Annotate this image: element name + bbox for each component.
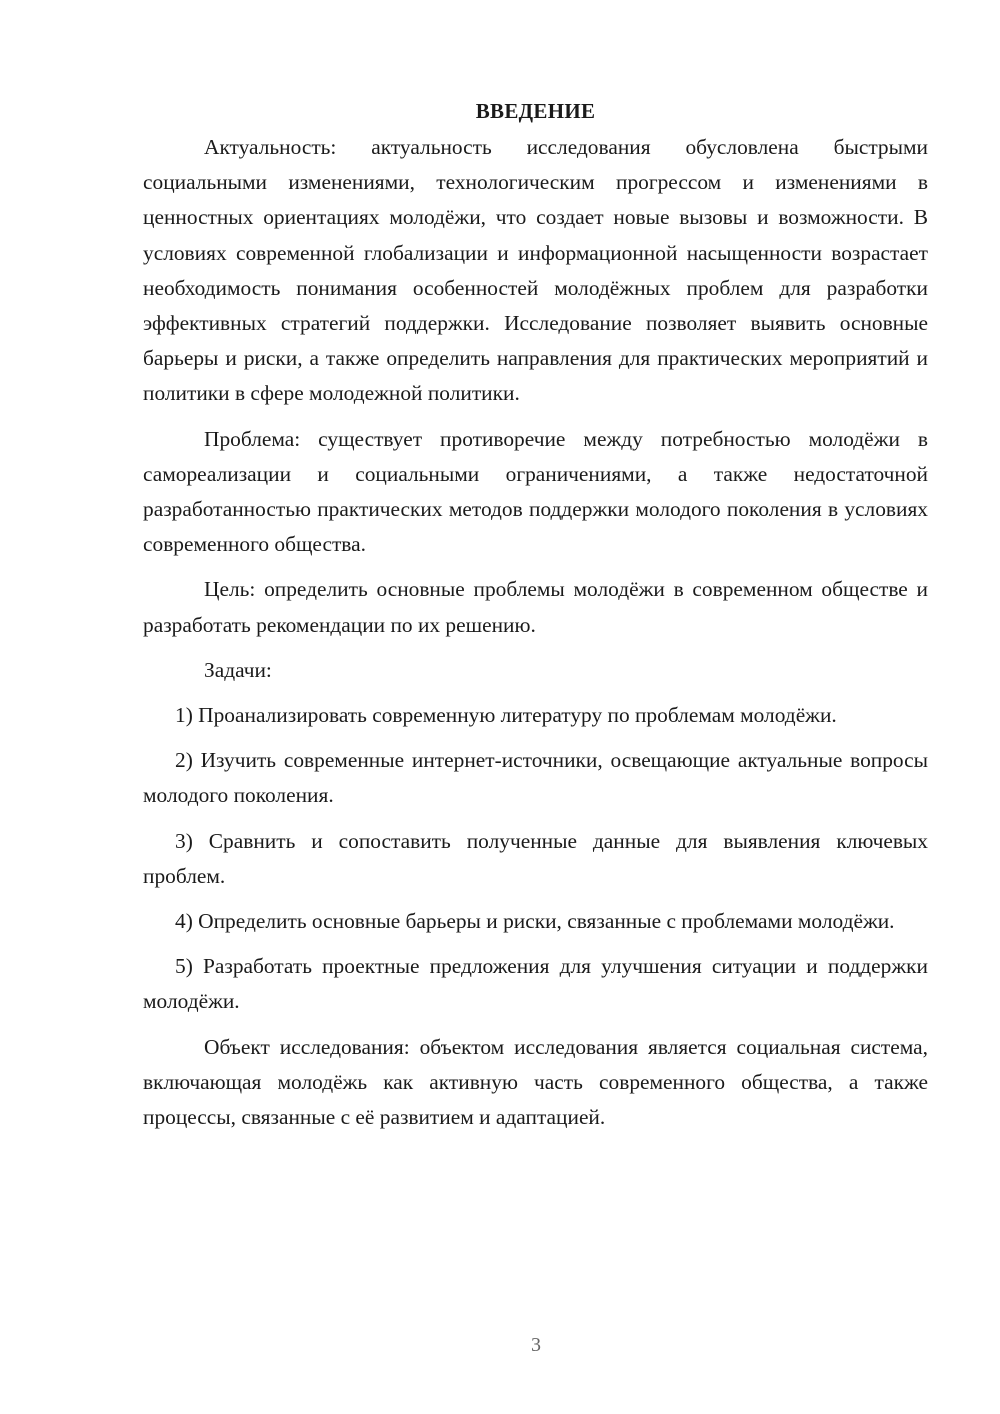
task-item-1: 1) Проанализировать современную литературу по проблемам молодёжи.: [175, 703, 837, 728]
paragraph-goal: Цель: определить основные проблемы молодёжи в современном обществе и разработать рекомендации по их решению.: [143, 577, 928, 637]
page-content: [143, 96, 928, 1135]
task-item-4: 4) Определить основные барьеры и риски, связанные с проблемами молодёжи.: [175, 909, 895, 934]
tasks-heading: Задачи:: [204, 657, 272, 682]
section-title: ВВЕДЕНИЕ: [475, 99, 596, 123]
task-item-2: 2) Изучить современные интернет-источники, освещающие актуальные вопросы молодого поколения.: [143, 748, 928, 808]
task-item-3: 3) Сравнить и сопоставить полученные данные для выявления ключевых проблем.: [143, 828, 928, 888]
paragraph-relevance: Актуальность: актуальность исследования обусловлена быстрыми социальными изменениями, технологическим прогрессом и изменениями в ценностных ориентациях молодёжи, что создает новые вызовы и возможности. В условиях современной глобализации и информационной насыщенности возрастает необходимость понимания особенностей молодёжных проблем для разработки эффективных стратегий поддержки. Исследование позволяет выявить основные барьеры и риски, а также определить направления для практических мероприятий и политики в сфере молодежной политики.: [143, 135, 928, 406]
paragraph-problem: Проблема: существует противоречие между потребностью молодёжи в самореализации и социальными ограничениями, а также недостаточной разработанностью практических методов поддержки молодого поколения в условиях современного общества.: [143, 426, 928, 557]
page-number: 3: [531, 1334, 541, 1356]
task-item-5: 5) Разработать проектные предложения для улучшения ситуации и поддержки молодёжи.: [143, 954, 928, 1014]
paragraph-object: Объект исследования: объектом исследования является социальная система, включающая молодёжь как активную часть современного общества, а также процессы, связанные с её развитием и адаптацией.: [143, 1034, 928, 1130]
